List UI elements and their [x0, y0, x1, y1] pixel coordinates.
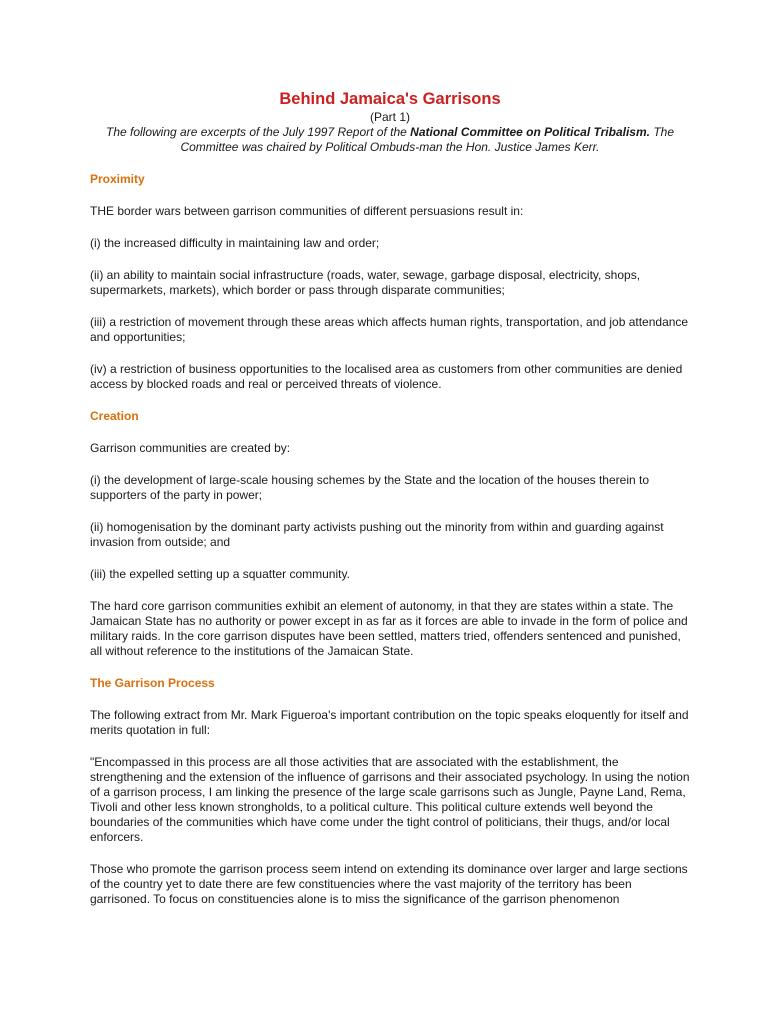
section-heading-creation: Creation [90, 409, 139, 423]
document-title: Behind Jamaica's Garrisons [279, 90, 501, 108]
paragraph: (i) the increased difficulty in maintaining law and order; [90, 236, 380, 250]
paragraph: (iii) a restriction of movement through these areas which affects human rights, transportation, and job attendance and opportunities; [90, 315, 689, 344]
paragraph: (iii) the expelled setting up a squatter community. [90, 567, 350, 581]
paragraph: (i) the development of large-scale housing schemes by the State and the location of the houses therein to supporters of the party in power; [90, 473, 650, 502]
paragraph: Garrison communities are created by: [90, 441, 291, 455]
paragraph: The hard core garrison communities exhibit an element of autonomy, in that they are states within a state. The Jamaican State has no authority or power except in as far as it forces are able to invade in the form of police and military raids. In the core garrison disputes have been settled, matters tried, offenders sentenced and punished, all without reference to the institutions of the Jamaican State. [90, 599, 688, 658]
intro-text-after: The Committee was chaired by Political Ombuds-man the Hon. Justice James Kerr. [180, 125, 674, 154]
document-subtitle: (Part 1) [369, 110, 410, 124]
paragraph: (ii) homogenisation by the dominant party activists pushing out the minority from within and guarding against invasion from outside; and [90, 520, 664, 549]
paragraph: The following extract from Mr. Mark Figueroa's important contribution on the topic speaks eloquently for itself and merits quotation in full: [90, 708, 689, 737]
section-heading-garrison-process: The Garrison Process [90, 676, 215, 690]
document-page [90, 88, 690, 907]
intro-text-before: The following are excerpts of the July 1997 Report of the [105, 125, 411, 139]
paragraph: (ii) an ability to maintain social infrastructure (roads, water, sewage, garbage disposal, electricity, shops, supermarkets, markets), which border or pass through disparate communities; [90, 268, 641, 297]
paragraph: (iv) a restriction of business opportunities to the localised area as customers from other communities are denied access by blocked roads and real or perceived threats of violence. [90, 362, 683, 391]
paragraph: THE border wars between garrison communities of different persuasions result in: [90, 204, 524, 218]
paragraph: "Encompassed in this process are all those activities that are associated with the establishment, the strengthening and the extension of the influence of garrisons and their associated psychology. In using the notion of a garrison process, I am linking the presence of the large scale garrisons such as Jungle, Payne Land, Rema, Tivoli and other less known strongholds, to a political culture. This political culture extends well beyond the boundaries of the communities which have come under the tight control of politicians, their thugs, and/or local enforcers. [90, 755, 690, 844]
intro-committee-name: National Committee on Political Tribalism. [410, 125, 650, 139]
section-heading-proximity: Proximity [90, 172, 145, 186]
document-intro [90, 125, 690, 155]
paragraph: Those who promote the garrison process seem intend on extending its dominance over larger and large sections of the country yet to date there are few constituencies where the vast majority of the territory has been garrisoned. To focus on constituencies alone is to miss the significance of the garrison phenomenon [90, 862, 688, 906]
